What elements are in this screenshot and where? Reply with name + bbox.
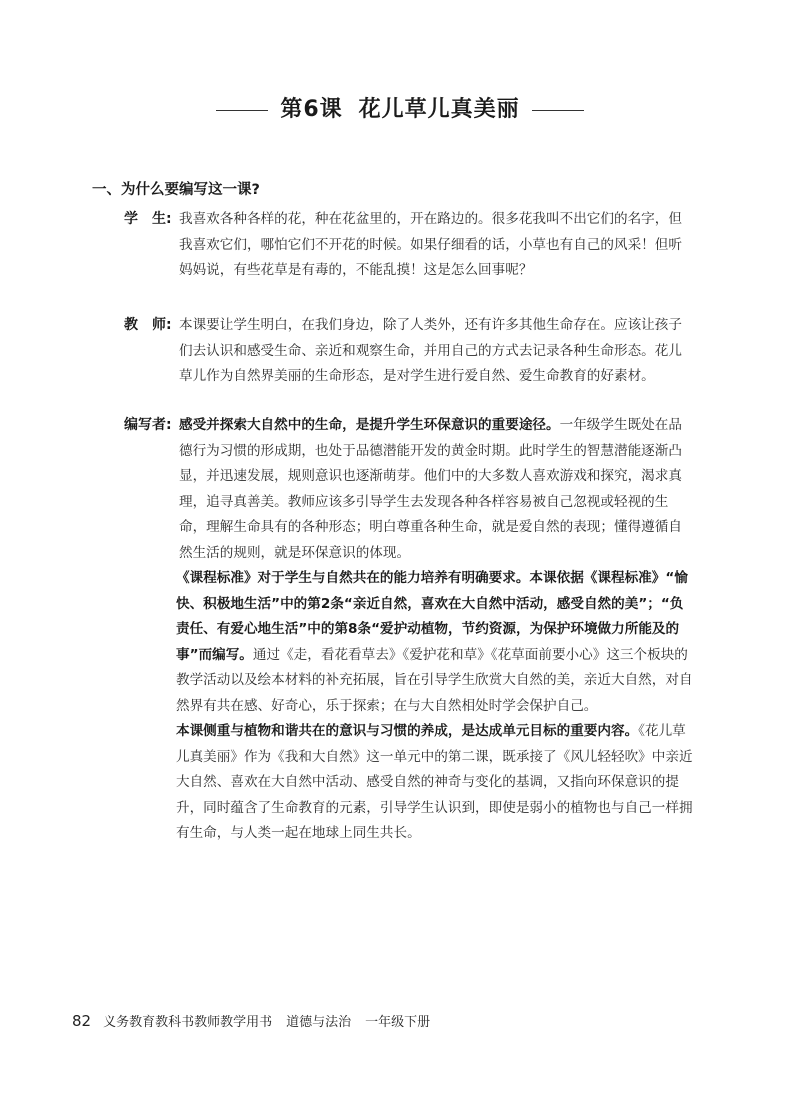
title-left-rule <box>216 110 268 111</box>
writer-p3-body: 《花儿草儿真美丽》作为《我和大自然》这一单元中的第二课，既承接了《风儿轻轻吹》中亲近大自然、喜欢在大自然中活动、感受自然的神奇与变化的基调，又指向环保意识的提升，同时蕴含了生命教育的元素，引导学生认识到，即使是弱小的植物也与自己一样拥有生命，与人类一起在地球上同生共长。 <box>176 723 693 841</box>
footer-subject: 道德与法治 <box>286 1015 352 1030</box>
section-heading: 一、为什么要编写这一课? <box>92 182 260 198</box>
writer-label: 编写者: <box>124 417 172 433</box>
student-block <box>124 207 694 284</box>
page-footer <box>72 1011 430 1030</box>
writer-block <box>124 413 694 847</box>
writer-p1-body: 一年级学生既处在品德行为习惯的形成期，也处于品德潜能开发的黄金时期。此时学生的智慧潜能逐渐凸显，并迅速发展，规则意识也逐渐萌芽。他们中的大多数人喜欢游戏和探究，渴求真理，追寻真善美。教师应该多引导学生去发现各种各样容易被自己忽视或轻视的生命，理解生命具有的各种形态；明白尊重各种生命，就是爱自然的表现；懂得遵循自然生活的规则，就是环保意识的体现。 <box>179 417 682 561</box>
lesson-number: 第6课 <box>280 97 343 122</box>
page-number: 82 <box>72 1012 92 1030</box>
teacher-block <box>124 313 694 390</box>
writer-p2-emphasis: 《课程标准》对于学生与自然共在的能力培养有明确要求。本课依据《课程标准》“愉快、积极地生活”中的第2条“亲近自然，喜欢在大自然中活动，感受自然的美”；“负责任、有爱心地生活”中的第8条“爱护动植物，节约资源，为保护环境做力所能及的事”而编写。 <box>176 570 688 663</box>
writer-p2-body: 通过《走，看花看草去》《爱护花和草》《花草面前要小心》这三个板块的教学活动以及绘本材料的补充拓展，旨在引导学生欣赏大自然的美，亲近大自然，对自然界有共在感、好奇心，乐于探索；在与大自然相处时学会保护自己。 <box>176 646 693 714</box>
teacher-label: 教 师: <box>124 317 172 333</box>
writer-p3-emphasis: 本课侧重与植物和谐共在的意识与习惯的养成，是达成单元目标的重要内容。 <box>176 723 639 739</box>
lesson-title <box>0 92 800 123</box>
title-right-rule <box>532 110 584 111</box>
lesson-name: 花儿草儿真美丽 <box>358 97 520 122</box>
footer-book-title: 义务教育教科书教师教学用书 <box>103 1015 273 1030</box>
writer-paragraph-2 <box>176 566 694 719</box>
teacher-text: 本课要让学生明白，在我们身边，除了人类外，还有许多其他生命存在。应该让孩子们去认识和感受生命、亲近和观察生命，并用自己的方式去记录各种生命形态。花儿草儿作为自然界美丽的生命形态，是对学生进行爱自然、爱生命教育的好素材。 <box>179 317 682 384</box>
student-text: 我喜欢各种各样的花，种在花盆里的，开在路边的。很多花我叫不出它们的名字，但我喜欢它们，哪怕它们不开花的时候。如果仔细看的话，小草也有自己的风采！但听妈妈说，有些花草是有毒的，不能乱摸！这是怎么回事呢？ <box>179 211 682 278</box>
student-label: 学 生: <box>124 211 172 227</box>
writer-paragraph-1 <box>179 413 694 566</box>
writer-p1-emphasis: 感受并探索大自然中的生命，是提升学生环保意识的重要途径。 <box>179 417 560 433</box>
footer-grade: 一年级下册 <box>365 1015 431 1030</box>
writer-paragraph-3 <box>176 719 694 847</box>
